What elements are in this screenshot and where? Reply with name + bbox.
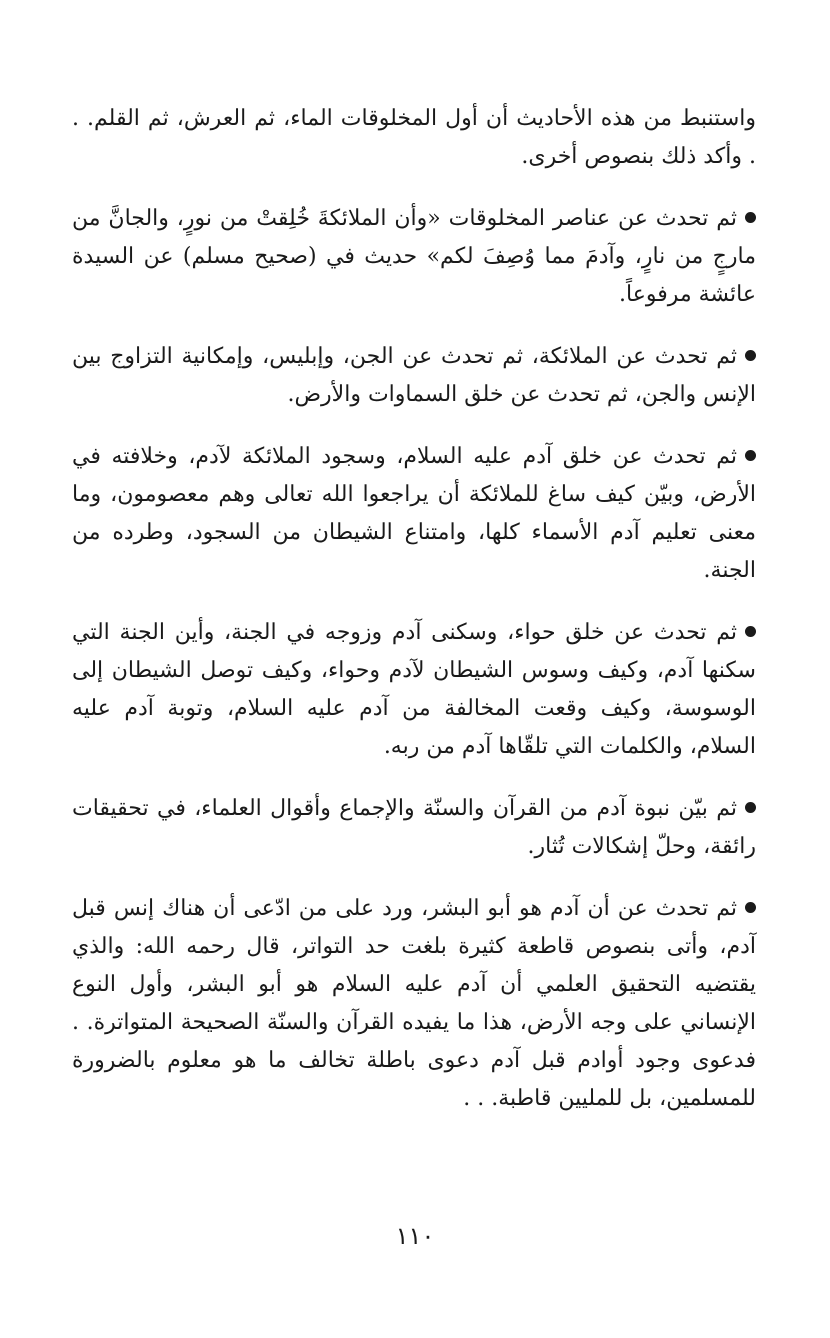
paragraph-6: [72, 790, 756, 866]
bullet-icon: [745, 902, 756, 913]
bullet-icon: [745, 350, 756, 361]
bullet-icon: [745, 626, 756, 637]
paragraph-text: واستنبط من هذه الأحاديث أن أول المخلوقات الماء، ثم العرش، ثم القلم. . . وأكد ذلك بنصوص أخرى.: [72, 106, 756, 169]
paragraph-5: [72, 614, 756, 766]
paragraph-7: [72, 890, 756, 1118]
paragraph-text: ثم بيّن نبوة آدم من القرآن والسنّة والإجماع وأقوال العلماء، في تحقيقات رائقة، وحلّ إشكالات تُثار.: [72, 796, 756, 859]
bullet-icon: [745, 212, 756, 223]
page-number: ١١٠: [395, 1222, 435, 1250]
bullet-icon: [745, 802, 756, 813]
paragraph-text: ثم تحدث عن خلق آدم عليه السلام، وسجود الملائكة لآدم، وخلافته في الأرض، وبيّن كيف ساغ للملائكة أن يراجعوا الله تعالى وهم معصومون، وما معنى تعليم آدم الأسماء كلها، وامتناع الشيطان من السجود، وطرده من الجنة.: [72, 444, 756, 583]
paragraph-text: ثم تحدث عن عناصر المخلوقات «وأن الملائكةَ خُلِقتْ من نورٍ، والجانَّ من مارجٍ من نارٍ، وآدمَ مما وُصِفَ لكم» حديث في (صحيح مسلم) عن السيدة عائشة مرفوعاً.: [72, 206, 756, 307]
body-text: [72, 100, 756, 1142]
paragraph-2: [72, 200, 756, 314]
paragraph-4: [72, 438, 756, 590]
bullet-icon: [745, 450, 756, 461]
paragraph-1: [72, 100, 756, 176]
paragraph-text: ثم تحدث عن أن آدم هو أبو البشر، ورد على من ادّعى أن هناك إنس قبل آدم، وأتى بنصوص قاطعة كثيرة بلغت حد التواتر، قال رحمه الله: والذي يقتضيه التحقيق العلمي أن آدم عليه السلام هو أبو البشر، وأول النوع الإنساني على وجه الأرض، هذا ما يفيده القرآن والسنّة الصحيحة المتواترة. . فدعوى وجود أوادم قبل آدم دعوى باطلة تخالف ما هو معلوم بالضرورة للمسلمين، بل للمليين قاطبة. . .: [72, 896, 757, 1111]
paragraph-text: ثم تحدث عن خلق حواء، وسكنى آدم وزوجه في الجنة، وأين الجنة التي سكنها آدم، وكيف وسوس الشيطان لآدم وحواء، وكيف توصل الشيطان إلى الوسوسة، وكيف وقعت المخالفة من آدم عليه السلام، وتوبة آدم عليه السلام، والكلمات التي تلقّاها آدم من ربه.: [72, 620, 756, 759]
paragraph-text: ثم تحدث عن الملائكة، ثم تحدث عن الجن، وإبليس، وإمكانية التزاوج بين الإنس والجن، ثم تحدث عن خلق السماوات والأرض.: [72, 344, 756, 407]
paragraph-3: [72, 338, 756, 414]
